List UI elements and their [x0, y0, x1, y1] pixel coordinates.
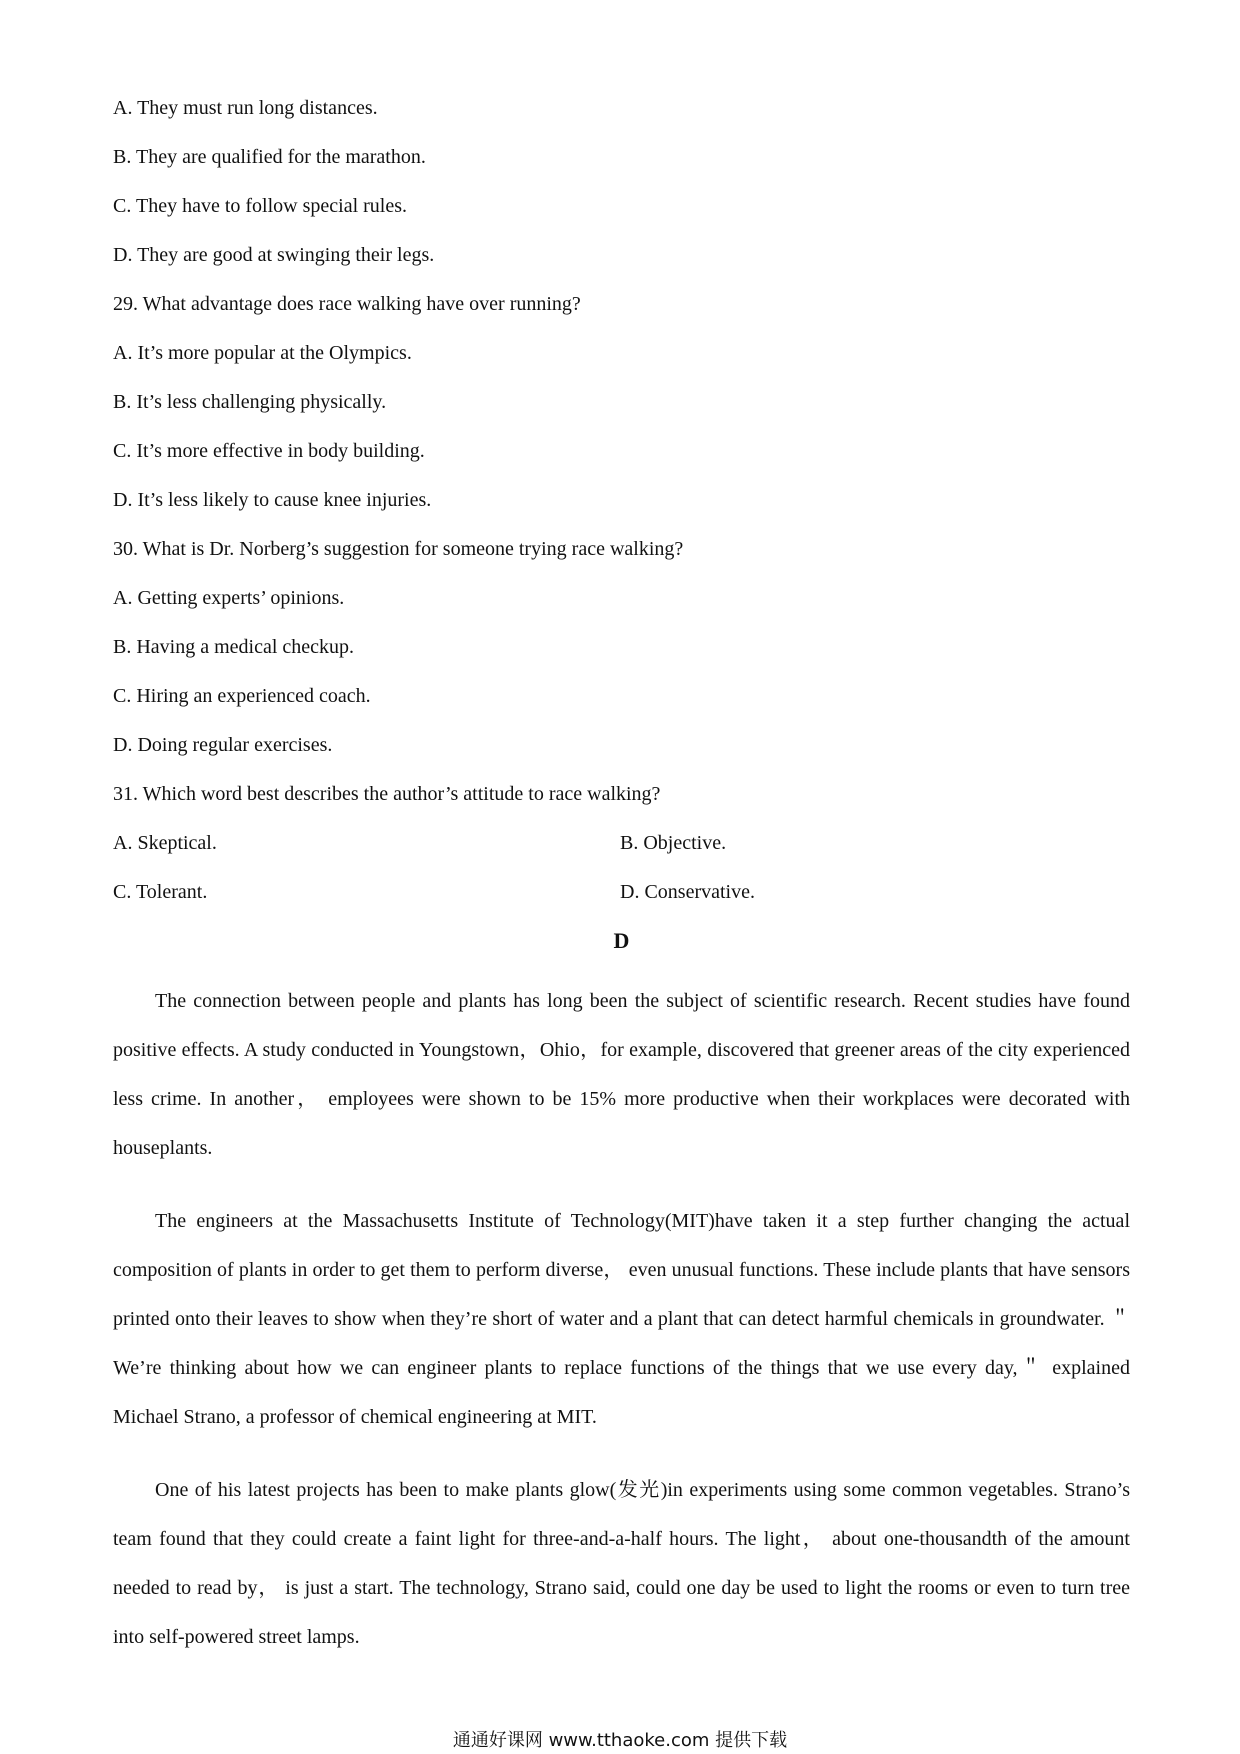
section-d-passage: [113, 977, 1130, 1662]
q29-option-b: B. It’s less challenging physically.: [113, 391, 387, 413]
passage-paragraph-1: The connection between people and plants has long been the subject of scientific research. Recent studies have found positive effects. A study conducted in Youngstown，Ohio，for example, discovered that greener areas of the city experienced less crime. In another， employees were shown to be 15% more productive when their workplaces were decorated with houseplants.: [113, 990, 1130, 1159]
passage-paragraph-3: One of his latest projects has been to make plants glow(发光)in experiments using some common vegetables. Strano’s team found that they could create a faint light for three-and-a-half hours. The light， about one-thousandth of the amount needed to read by， is just a start. The technology, Strano said, could one day be used to light the rooms or even to turn tree into self-powered street lamps.: [113, 1479, 1130, 1648]
q29-question: 29. What advantage does race walking have over running?: [113, 293, 581, 315]
page-footer: 通通好课网 www.tthaoke.com 提供下载: [452, 1730, 788, 1751]
q30-option-d: D. Doing regular exercises.: [113, 734, 333, 756]
q31-options-row-1: [113, 831, 1130, 855]
q29-option-c: C. It’s more effective in body building.: [113, 440, 425, 462]
q30-option-b: B. Having a medical checkup.: [113, 636, 355, 658]
q31-options-row-2: [113, 880, 1130, 904]
q31-question: 31. Which word best describes the author’s attitude to race walking?: [113, 783, 661, 805]
q28-option-b: B. They are qualified for the marathon.: [113, 146, 426, 168]
document-page: [113, 96, 1130, 1686]
q30-option-a: A. Getting experts’ opinions.: [113, 587, 345, 609]
q29-option-a: A. It’s more popular at the Olympics.: [113, 342, 412, 364]
q31-option-a: A. Skeptical.: [113, 832, 217, 854]
q31-option-b: B. Objective.: [620, 832, 727, 854]
section-d-heading: D: [613, 928, 630, 953]
q30-option-c: C. Hiring an experienced coach.: [113, 685, 371, 707]
q28-option-a: A. They must run long distances.: [113, 97, 378, 119]
q29-option-d: D. It’s less likely to cause knee injuries.: [113, 489, 432, 511]
q28-option-d: D. They are good at swinging their legs.: [113, 244, 435, 266]
q31-option-d: D. Conservative.: [620, 881, 755, 903]
q30-question: 30. What is Dr. Norberg’s suggestion for someone trying race walking?: [113, 538, 684, 560]
q31-option-c: C. Tolerant.: [113, 881, 208, 903]
q28-option-c: C. They have to follow special rules.: [113, 195, 408, 217]
passage-paragraph-2: The engineers at the Massachusetts Institute of Technology(MIT)have taken it a step further changing the actual composition of plants in order to get them to perform diverse， even unusual functions. These include plants that have sensors printed onto their leaves to show when they’re short of water and a plant that can detect harmful chemicals in groundwater. ＂We’re thinking about how we can engineer plants to replace functions of the things that we use every day,＂ explained Michael Strano, a professor of chemical engineering at MIT.: [113, 1210, 1130, 1428]
